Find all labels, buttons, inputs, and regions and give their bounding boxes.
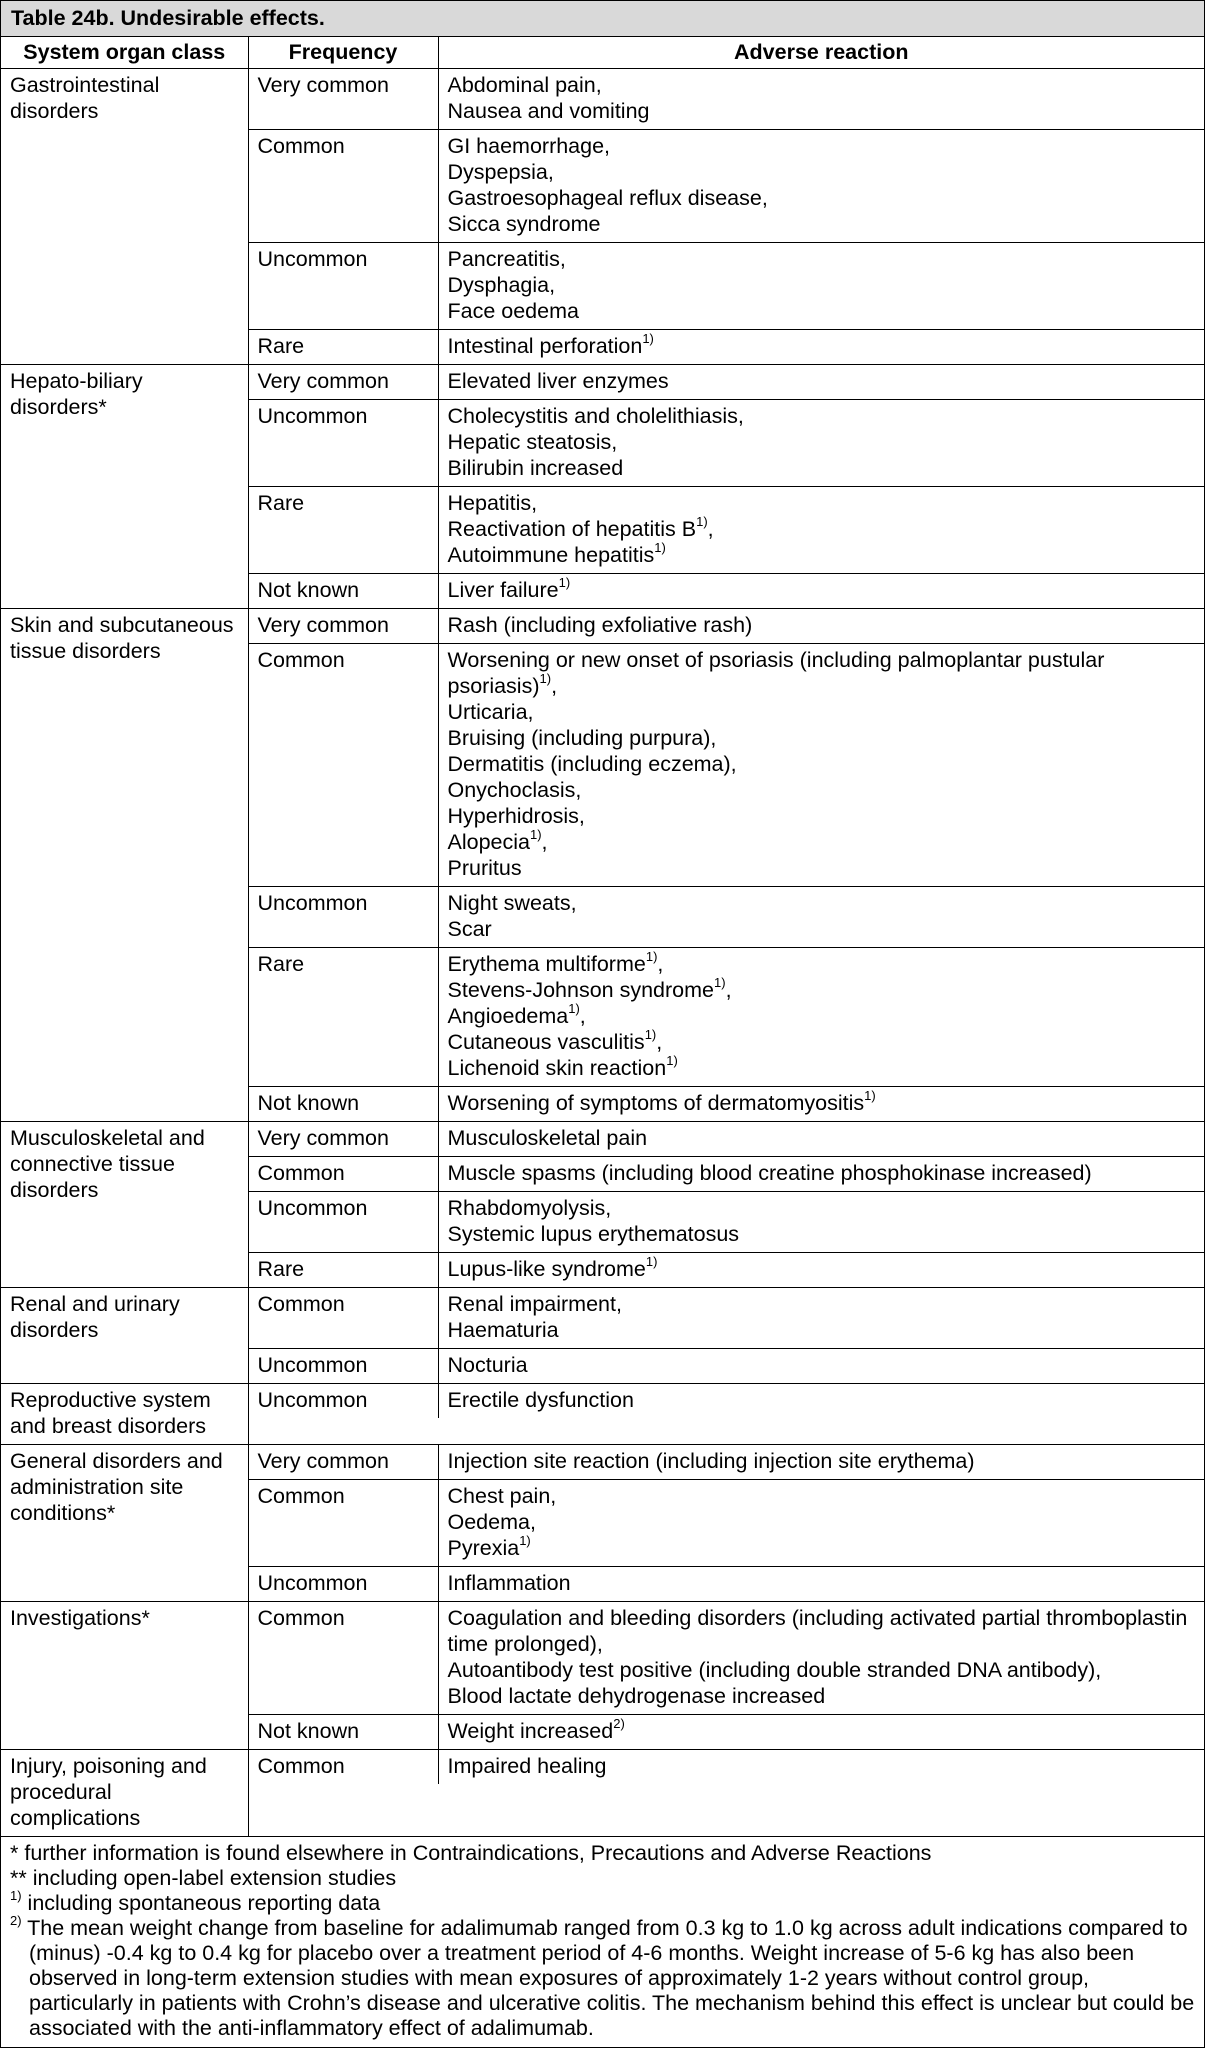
adverse-reaction-cell — [438, 1445, 1205, 1479]
footnotes — [1, 1837, 1204, 2047]
frequency-cell: Very common — [257, 613, 389, 637]
header-system-organ-class: System organ class — [1, 37, 248, 69]
adverse-reaction-cell — [438, 487, 1205, 573]
system-organ-class-cell: Renal and urinary disorders — [1, 1288, 248, 1384]
adverse-reaction-item: Rash (including exfoliative rash) — [447, 613, 753, 637]
frequency-row — [249, 1750, 1205, 1784]
adverse-reaction-item: Autoantibody test positive (including double stranded DNA antibody), — [447, 1658, 1102, 1682]
table-body — [1, 69, 1204, 1837]
adverse-reaction-item: Dysphagia, — [447, 273, 556, 297]
adverse-reaction-item: Stevens-Johnson syndrome$^{1)}$, — [447, 974, 732, 1002]
adverse-reaction-item: Sicca syndrome — [447, 212, 601, 236]
adverse-reaction-item: Angioedema$^{1)}$, — [447, 1000, 586, 1028]
frequency-reaction-group — [248, 1602, 1204, 1750]
frequency-reaction-group — [248, 69, 1204, 365]
frequency-row — [249, 1602, 1205, 1714]
system-organ-class-cell: Investigations* — [1, 1602, 248, 1750]
frequency-cell: Common — [257, 1484, 345, 1508]
adverse-reaction-cell — [438, 1715, 1205, 1749]
adverse-reaction-cell — [438, 644, 1205, 886]
footnote-marker: 1) — [529, 826, 542, 842]
adverse-reaction-cell — [438, 130, 1205, 242]
frequency-cell: Common — [257, 648, 345, 672]
frequency-cell: Rare — [257, 334, 305, 358]
adverse-reaction-item: Scar — [447, 917, 492, 941]
frequency-row — [249, 1156, 1205, 1191]
frequency-row — [249, 1191, 1205, 1252]
adverse-reaction-cell — [438, 948, 1205, 1086]
footnote-marker: 1) — [645, 948, 658, 964]
adverse-reaction-item: Cholecystitis and cholelithiasis, — [447, 404, 744, 428]
adverse-reaction-item: Chest pain, — [447, 1484, 557, 1508]
frequency-cell: Rare — [257, 491, 305, 515]
frequency-row — [249, 1384, 1205, 1418]
adverse-reaction-item: Gastroesophageal reflux disease, — [447, 186, 768, 210]
adverse-reaction-item: Nausea and vomiting — [447, 99, 650, 123]
frequency-cell: Not known — [257, 1091, 360, 1115]
adverse-reaction-item: Weight increased$^{2)}$ — [447, 1715, 625, 1743]
footnote-marker: 1) — [10, 1887, 22, 1903]
adverse-reaction-item: Erectile dysfunction — [447, 1388, 634, 1412]
header-row — [1, 37, 1204, 69]
frequency-cell: Not known — [257, 578, 360, 602]
adverse-reaction-item: Hyperhidrosis, — [447, 804, 585, 828]
frequency-cell: Very common — [257, 73, 389, 97]
adverse-reaction-item: Injection site reaction (including injection site erythema) — [447, 1449, 975, 1473]
frequency-cell: Common — [257, 134, 345, 158]
organ-class-row — [1, 1445, 1204, 1602]
frequency-row — [249, 1479, 1205, 1566]
adverse-reaction-item: Onychoclasis, — [447, 778, 582, 802]
footnote-marker: 1) — [654, 539, 666, 555]
frequency-reaction-group — [248, 1122, 1204, 1288]
adverse-reaction-item: Autoimmune hepatitis$^{1)}$ — [447, 539, 666, 567]
frequency-row — [249, 1714, 1205, 1749]
adverse-reaction-item: Night sweats, — [447, 891, 577, 915]
footnote-marker: 1) — [714, 974, 726, 990]
system-organ-class-cell: Injury, poisoning and procedural complications — [1, 1750, 248, 1837]
frequency-cell: Common — [257, 1754, 345, 1778]
adverse-reaction-cell — [438, 1750, 1205, 1784]
organ-class-row — [1, 1750, 1204, 1837]
frequency-row — [249, 486, 1205, 573]
footnote-marker: 1) — [864, 1087, 876, 1103]
frequency-reaction-group — [248, 609, 1204, 1122]
adverse-reaction-item: Bilirubin increased — [447, 456, 624, 480]
adverse-reaction-item: Dyspepsia, — [447, 160, 554, 184]
frequency-row — [249, 129, 1205, 242]
frequency-cell: Uncommon — [257, 891, 368, 915]
system-organ-class-cell: Skin and subcutaneous tissue disorders — [1, 609, 248, 1122]
adverse-reaction-cell — [438, 1480, 1205, 1566]
footnote-marker: 2) — [10, 1912, 22, 1928]
frequency-cell: Uncommon — [257, 1196, 368, 1220]
frequency-cell: Uncommon — [257, 1571, 368, 1595]
adverse-reaction-cell — [438, 1192, 1205, 1252]
adverse-reaction-cell — [438, 1122, 1205, 1156]
organ-class-row — [1, 1288, 1204, 1384]
adverse-reaction-item: Cutaneous vasculitis$^{1)}$, — [447, 1026, 663, 1054]
frequency-reaction-group — [248, 1384, 1204, 1445]
system-organ-class-cell: Musculoskeletal and connective tissue disorders — [1, 1122, 248, 1288]
adverse-reaction-item: Impaired healing — [447, 1754, 607, 1778]
frequency-row — [249, 609, 1205, 643]
frequency-cell: Very common — [257, 1449, 389, 1473]
adverse-reaction-item: Nocturia — [447, 1353, 528, 1377]
frequency-row — [249, 1566, 1205, 1601]
footnote-marker: 1) — [696, 513, 708, 529]
frequency-row — [249, 947, 1205, 1086]
footnote: $^{2)}$ The mean weight change from baseline for adalimumab ranged from 0.3 kg to 1.0 kg across adult indications compared to (minus) -0.4 kg to 0.4 kg for placebo over a treatment period of 4-6 months. Weight increase of 5-6 kg has also been observed in long-term extension studies with mean exposures of approximately 1-2 years without control group, particularly in patients with Crohn’s disease and ulcerative colitis. The mechanism behind this effect is unclear but could be associated with the anti-inflammatory effect of adalimumab. — [10, 1912, 1195, 2040]
organ-class-row — [1, 365, 1204, 609]
frequency-reaction-group — [248, 1445, 1204, 1602]
adverse-reaction-cell — [438, 887, 1205, 947]
system-organ-class-cell: Reproductive system and breast disorders — [1, 1384, 248, 1445]
adverse-reaction-item: Liver failure$^{1)}$ — [447, 574, 571, 602]
adverse-reaction-item: Haematuria — [447, 1318, 559, 1342]
frequency-cell: Rare — [257, 952, 305, 976]
footnote-marker: 1) — [539, 670, 552, 686]
adverse-reaction-item: Muscle spasms (including blood creatine phosphokinase increased) — [447, 1161, 1092, 1185]
adverse-reaction-cell — [438, 1349, 1205, 1383]
adverse-reaction-item: Urticaria, — [447, 700, 534, 724]
organ-class-row — [1, 609, 1204, 1122]
frequency-row — [249, 399, 1205, 486]
frequency-row — [249, 242, 1205, 329]
frequency-cell: Common — [257, 1606, 345, 1630]
frequency-cell: Rare — [257, 1257, 305, 1281]
footnote-marker: 1) — [558, 574, 571, 590]
frequency-cell: Common — [257, 1161, 345, 1185]
header-frequency: Frequency — [248, 37, 438, 69]
adverse-reaction-cell — [438, 243, 1205, 329]
organ-class-row — [1, 1602, 1204, 1750]
adverse-reaction-item: Hepatitis, — [447, 491, 538, 515]
adverse-reaction-cell — [438, 1602, 1205, 1714]
adverse-reaction-item: Erythema multiforme$^{1)}$, — [447, 948, 664, 976]
frequency-row — [249, 69, 1205, 129]
adverse-reaction-item: Oedema, — [447, 1510, 536, 1534]
frequency-row — [249, 886, 1205, 947]
footnote-marker: 2) — [613, 1715, 625, 1731]
adverse-reaction-item: Worsening of symptoms of dermatomyositis$^{1)}$ — [447, 1087, 876, 1115]
footnote: ** including open-label extension studies — [10, 1866, 397, 1890]
frequency-row — [249, 1122, 1205, 1156]
footnote-marker: 1) — [666, 1052, 678, 1068]
adverse-reaction-cell — [438, 1384, 1205, 1418]
adverse-reaction-item: Pruritus — [447, 856, 522, 880]
footnote-marker: 1) — [568, 1000, 580, 1016]
adverse-reaction-item: Musculoskeletal pain — [447, 1126, 648, 1150]
adverse-reaction-item: Reactivation of hepatitis $B^{1)}$, — [447, 513, 714, 541]
frequency-cell: Common — [257, 1292, 345, 1316]
adverse-reaction-item: Face oedema — [447, 299, 579, 323]
frequency-row — [249, 1348, 1205, 1383]
adverse-reaction-cell — [438, 1157, 1205, 1191]
adverse-reaction-cell — [438, 365, 1205, 399]
table-title: Table 24b. Undesirable effects. — [1, 1, 1204, 37]
adverse-reaction-cell — [438, 1253, 1205, 1287]
frequency-row — [249, 1445, 1205, 1479]
footnote: $^{1)}$ including spontaneous reporting data — [10, 1887, 381, 1915]
frequency-cell: Very common — [257, 369, 389, 393]
frequency-reaction-group — [248, 1750, 1204, 1837]
adverse-reaction-item: Pyrexia$^{1)}$ — [447, 1532, 531, 1560]
header-adverse-reaction: Adverse reaction — [438, 37, 1204, 69]
adverse-reaction-cell — [438, 574, 1205, 608]
frequency-row — [249, 1288, 1205, 1348]
adverse-reaction-item: Lichenoid skin reaction$^{1)}$ — [447, 1052, 678, 1080]
adverse-reaction-item: Bruising (including purpura), — [447, 726, 717, 750]
adverse-reaction-cell — [438, 330, 1205, 364]
adverse-reaction-item: Alopecia$^{1)}$, — [447, 826, 548, 854]
system-organ-class-cell: General disorders and administration site conditions* — [1, 1445, 248, 1602]
adverse-reactions-table — [1, 37, 1204, 1837]
footnote-marker: 1) — [645, 1253, 658, 1269]
adverse-reaction-cell — [438, 1567, 1205, 1601]
adverse-reaction-item: Lupus-like syndrome$^{1)}$ — [447, 1253, 658, 1281]
adverse-reaction-cell — [438, 1087, 1205, 1121]
adverse-reaction-item: Dermatitis (including eczema), — [447, 752, 737, 776]
adverse-reaction-item: Hepatic steatosis, — [447, 430, 618, 454]
frequency-reaction-group — [248, 1288, 1204, 1384]
frequency-cell: Uncommon — [257, 247, 368, 271]
adverse-reaction-item: Rhabdomyolysis, — [447, 1196, 612, 1220]
adverse-reaction-item: Blood lactate dehydrogenase increased — [447, 1684, 826, 1708]
adverse-reaction-item: Elevated liver enzymes — [447, 369, 669, 393]
frequency-cell: Very common — [257, 1126, 389, 1150]
adverse-reaction-item: GI haemorrhage, — [447, 134, 611, 158]
frequency-cell: Not known — [257, 1719, 360, 1743]
frequency-cell: Uncommon — [257, 404, 368, 428]
frequency-row — [249, 643, 1205, 886]
system-organ-class-cell: Hepato-biliary disorders* — [1, 365, 248, 609]
adverse-reaction-item: Systemic lupus erythematosus — [447, 1222, 740, 1246]
footnote-marker: 1) — [519, 1532, 531, 1548]
frequency-cell: Uncommon — [257, 1388, 368, 1412]
organ-class-row — [1, 69, 1204, 365]
frequency-cell: Uncommon — [257, 1353, 368, 1377]
adverse-reaction-cell — [438, 400, 1205, 486]
frequency-row — [249, 365, 1205, 399]
footnote-marker: 1) — [642, 330, 654, 346]
frequency-row — [249, 329, 1205, 364]
adverse-reaction-item: Abdominal pain, — [447, 73, 602, 97]
adverse-reaction-item: Renal impairment, — [447, 1292, 622, 1316]
adverse-reaction-cell — [438, 609, 1205, 643]
adverse-reaction-item: Intestinal perforation$^{1)}$ — [447, 330, 654, 358]
adverse-reaction-cell — [438, 69, 1205, 129]
adverse-reaction-item: Pancreatitis, — [447, 247, 566, 271]
adverse-reaction-item: Inflammation — [447, 1571, 571, 1595]
organ-class-row — [1, 1384, 1204, 1445]
adverse-reaction-item: Coagulation and bleeding disorders (including activated partial thromboplastin time prolonged), — [447, 1606, 1188, 1656]
footnote: * further information is found elsewhere in Contraindications, Precautions and Adverse Reactions — [10, 1841, 932, 1865]
adverse-reaction-item: Worsening or new onset of psoriasis (including palmoplantar pustular psoriasis)$^{1)}$, — [447, 648, 1105, 698]
adverse-reaction-cell — [438, 1288, 1205, 1348]
system-organ-class-cell: Gastrointestinal disorders — [1, 69, 248, 365]
frequency-row — [249, 573, 1205, 608]
frequency-row — [249, 1086, 1205, 1121]
footnote-marker: 1) — [644, 1026, 657, 1042]
organ-class-row — [1, 1122, 1204, 1288]
frequency-row — [249, 1252, 1205, 1287]
frequency-reaction-group — [248, 365, 1204, 609]
